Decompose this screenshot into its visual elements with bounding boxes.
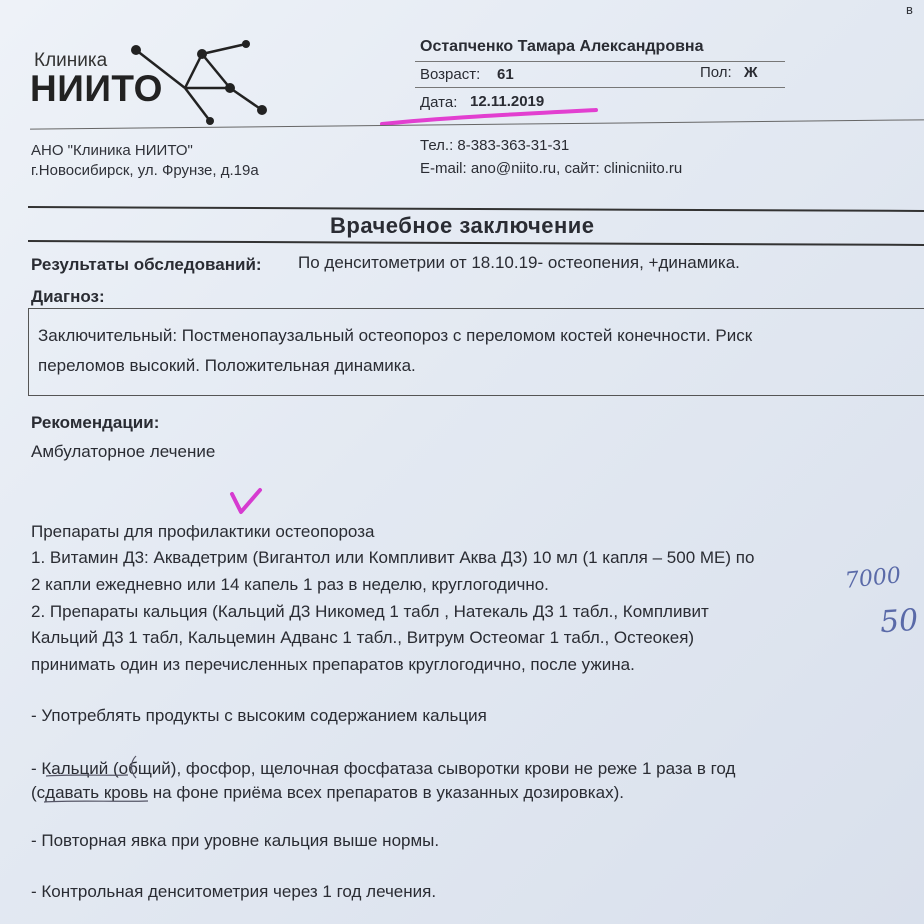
results-label: Результаты обследований:: [31, 255, 262, 274]
item2-line-2: Кальций Д3 1 табл, Кальцемин Адванс 1 табл., Витрум Остеомаг 1 табл., Остеокея): [31, 628, 695, 647]
item2-line-1: 2. Препараты кальция (Кальций Д3 Никомед 1 табл , Натекаль Д3 1 табл., Компливит: [31, 602, 709, 621]
bullet-4: - Контрольная денситометрия через 1 год лечения.: [31, 882, 437, 901]
logo-network-icon: [110, 36, 280, 126]
diagnosis-label: Диагноз:: [31, 287, 105, 306]
sex-label: Пол:: [700, 64, 732, 81]
date-label: Дата:: [420, 94, 458, 111]
diagnosis-line-1: Заключительный: Постменопаузальный остеопороз с переломом костей конечности. Риск: [38, 326, 753, 345]
org-name: АНО "Клиника НИИТО": [31, 142, 193, 159]
results-text: По денситометрии от 18.10.19- остеопения, +динамика.: [298, 253, 740, 272]
prophylaxis-heading: Препараты для профилактики остеопороза: [31, 522, 375, 541]
email-site: E-mail: ano@niito.ru, сайт: clinicniito.ru: [420, 160, 683, 177]
item1-line-1: 1. Витамин Д3: Аквадетрим (Вигантол или Компливит Аква Д3) 10 мл (1 капля – 500 МЕ) по: [31, 548, 755, 567]
document-title: Врачебное заключение: [330, 213, 595, 238]
org-address: г.Новосибирск, ул. Фрунзе, д.19а: [31, 162, 259, 179]
diagnosis-line-2: переломов высокий. Положительная динамика.: [38, 356, 416, 375]
corner-text: в: [906, 2, 913, 17]
logo-top-text: Клиника: [34, 50, 108, 71]
handwritten-note-7000: 7000: [843, 563, 903, 594]
bullet-1: - Употреблять продукты с высоким содержанием кальция: [31, 706, 487, 725]
header-divider-top: [28, 206, 924, 212]
name-underline: [415, 61, 785, 62]
age-underline: [415, 87, 785, 88]
recommendations-text: Амбулаторное лечение: [31, 442, 216, 461]
item1-line-2: 2 капли ежедневно или 14 капель 1 раз в неделю, круглогодично.: [31, 575, 549, 594]
logo-main-text: НИИТО: [30, 68, 163, 109]
date-value: 12.11.2019: [470, 93, 545, 110]
bullet-2-line-1: - Кальций (общий), фосфор, щелочная фосфатаза сыворотки крови не реже 1 раза в год: [31, 759, 736, 778]
patient-name: Остапченко Тамара Александровна: [420, 38, 704, 55]
handwritten-checkmark: [226, 486, 266, 518]
diagnosis-box: [28, 308, 924, 396]
title-divider-bottom: [28, 240, 924, 246]
handwritten-note-50: 50: [878, 602, 920, 641]
bullet-3: - Повторная явка при уровне кальция выше нормы.: [31, 831, 440, 850]
bullet-2-line-2: (сдавать кровь на фоне приёма всех препаратов в указанных дозировках).: [31, 783, 624, 802]
age-value: 61: [497, 66, 514, 83]
sex-value: Ж: [744, 64, 758, 81]
phone: Тел.: 8-383-363-31-31: [420, 137, 570, 154]
item2-line-3: принимать один из перечисленных препаратов круглогодично, после ужина.: [31, 655, 635, 674]
age-label: Возраст:: [420, 66, 481, 83]
recommendations-label: Рекомендации:: [31, 413, 160, 432]
handwritten-underline-marks: [36, 752, 236, 808]
